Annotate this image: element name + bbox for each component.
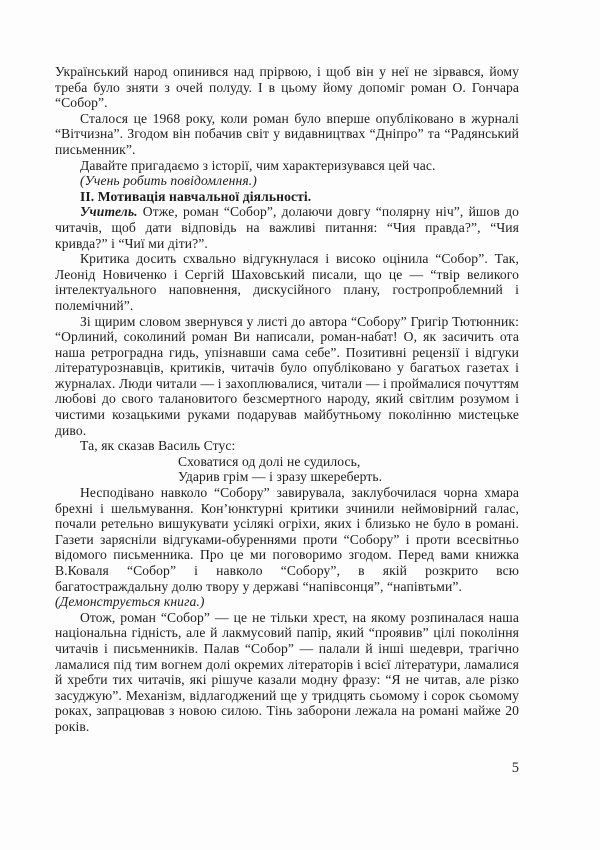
- paragraph-intro-continuation: Український народ опинився над прірвою, і щоб він у неї не зірвався, йому треба було зняти з очей полуду. І в цьому йому допоміг роман О. Гончара “Собор”.: [55, 64, 519, 111]
- paragraph-teacher-speech: [55, 204, 519, 251]
- teacher-speech-text: Отже, роман “Собор”, долаючи довгу “полярну ніч”, йшов до читачів, щоб дати відповідь на важливі питання: “Чия правда?”, “Чия кривда?” і “Чиї ми діти?”.: [55, 204, 519, 251]
- speaker-label-teacher: Учитель.: [80, 204, 138, 220]
- paragraph-publication-history: Сталося це 1968 року, коли роман було вперше опубліковано в журналі “Вітчизна”. Згодом він побачив світ у видавництвах “Дніпро” та “Радянський письменник”.: [55, 110, 519, 157]
- page-text-block: [55, 64, 519, 735]
- paragraph-conclusion-ban: Отож, роман “Собор” — це не тільки хрест, на якому розпиналася наша національна гідність, але й лакмусовий папір, який “проявив” цілі покоління читачів і письменників. Палав “Собор” — палали й інші шедеври, трагічно ламалися під тим вогнем долі окремих літераторів і всієї літератури, ламалися й хребти тих читачів, які рішуче казали модну фразу: “Я не читав, але різко засуджую”. Механізм, відлагоджений ще у тридцять сьомому і сорок сьомому роках, запрацював з новою силою. Тінь заборони лежала на романі майже 20 років.: [55, 609, 519, 734]
- paragraph-critics-praise: Критика досить схвально відгукнулася і високо оцінила “Собор”. Так, Леонід Новиченко і Сергій Шаховський писали, що це — “твір великого інтелектуального наповнення, дискусійного плану, гостропроблемний і полемічний”.: [55, 251, 519, 313]
- verse-line-2: Ударив грім — і зразу шкереберть.: [178, 469, 383, 485]
- stage-direction-student-report: (Учень робить повідомлення.): [80, 173, 257, 189]
- stage-direction-book-shown: (Демонструється книга.): [55, 594, 205, 610]
- section-heading-motivation: ІІ. Мотивація навчальної діяльності.: [80, 188, 312, 204]
- paragraph-black-cloud-campaign: Несподівано навколо “Собору” завирувала, заклубочилася чорна хмара брехні і шельмування. Кон’юнктурні критики зчинили неймовірний галас, почали ретельно вишукувати усілякі огріхи, яких і близько не було в романі. Газети зарясніли відгуками-обуреннями проти “Собору” і проти всесвітньо відомого письменника. Про це ми поговоримо згодом. Перед вами книжка В.Коваля “Собор” і навколо “Собору”, в якій розкрито всю багатостраждальну долю твору у державі “напівсонця”, “напівтьми”.: [55, 485, 519, 594]
- verse-line-1: Сховатися од долі не судилось,: [178, 453, 361, 469]
- verse-quote-stus: [178, 454, 519, 485]
- page-number: 5: [511, 760, 519, 776]
- paragraph-tyutyunnyk-letter: Зі щирим словом звернувся у листі до автора “Собору” Григір Тютюнник: “Орлиний, соколиний роман Ви написали, роман-набат! О, як засичить ота наша ретроградна гидь, упізнавши сама себе”. Позитивні рецензії і відгуки літературознавців, критиків, читачів було опубліковано у багатьох газетах і журналах. Люди читали — і захоплювалися, читали — і проймалися почуттям любові до свого талановитого безсмертного народу, який світлим розумом і чистими козацькими руками подарував майбутньому поколінню мистецьке диво.: [55, 313, 519, 438]
- paragraph-history-prompt: Давайте пригадаємо з історії, чим характеризувався цей час.: [80, 157, 436, 173]
- paragraph-stus-intro: Та, як сказав Василь Стус:: [80, 438, 236, 454]
